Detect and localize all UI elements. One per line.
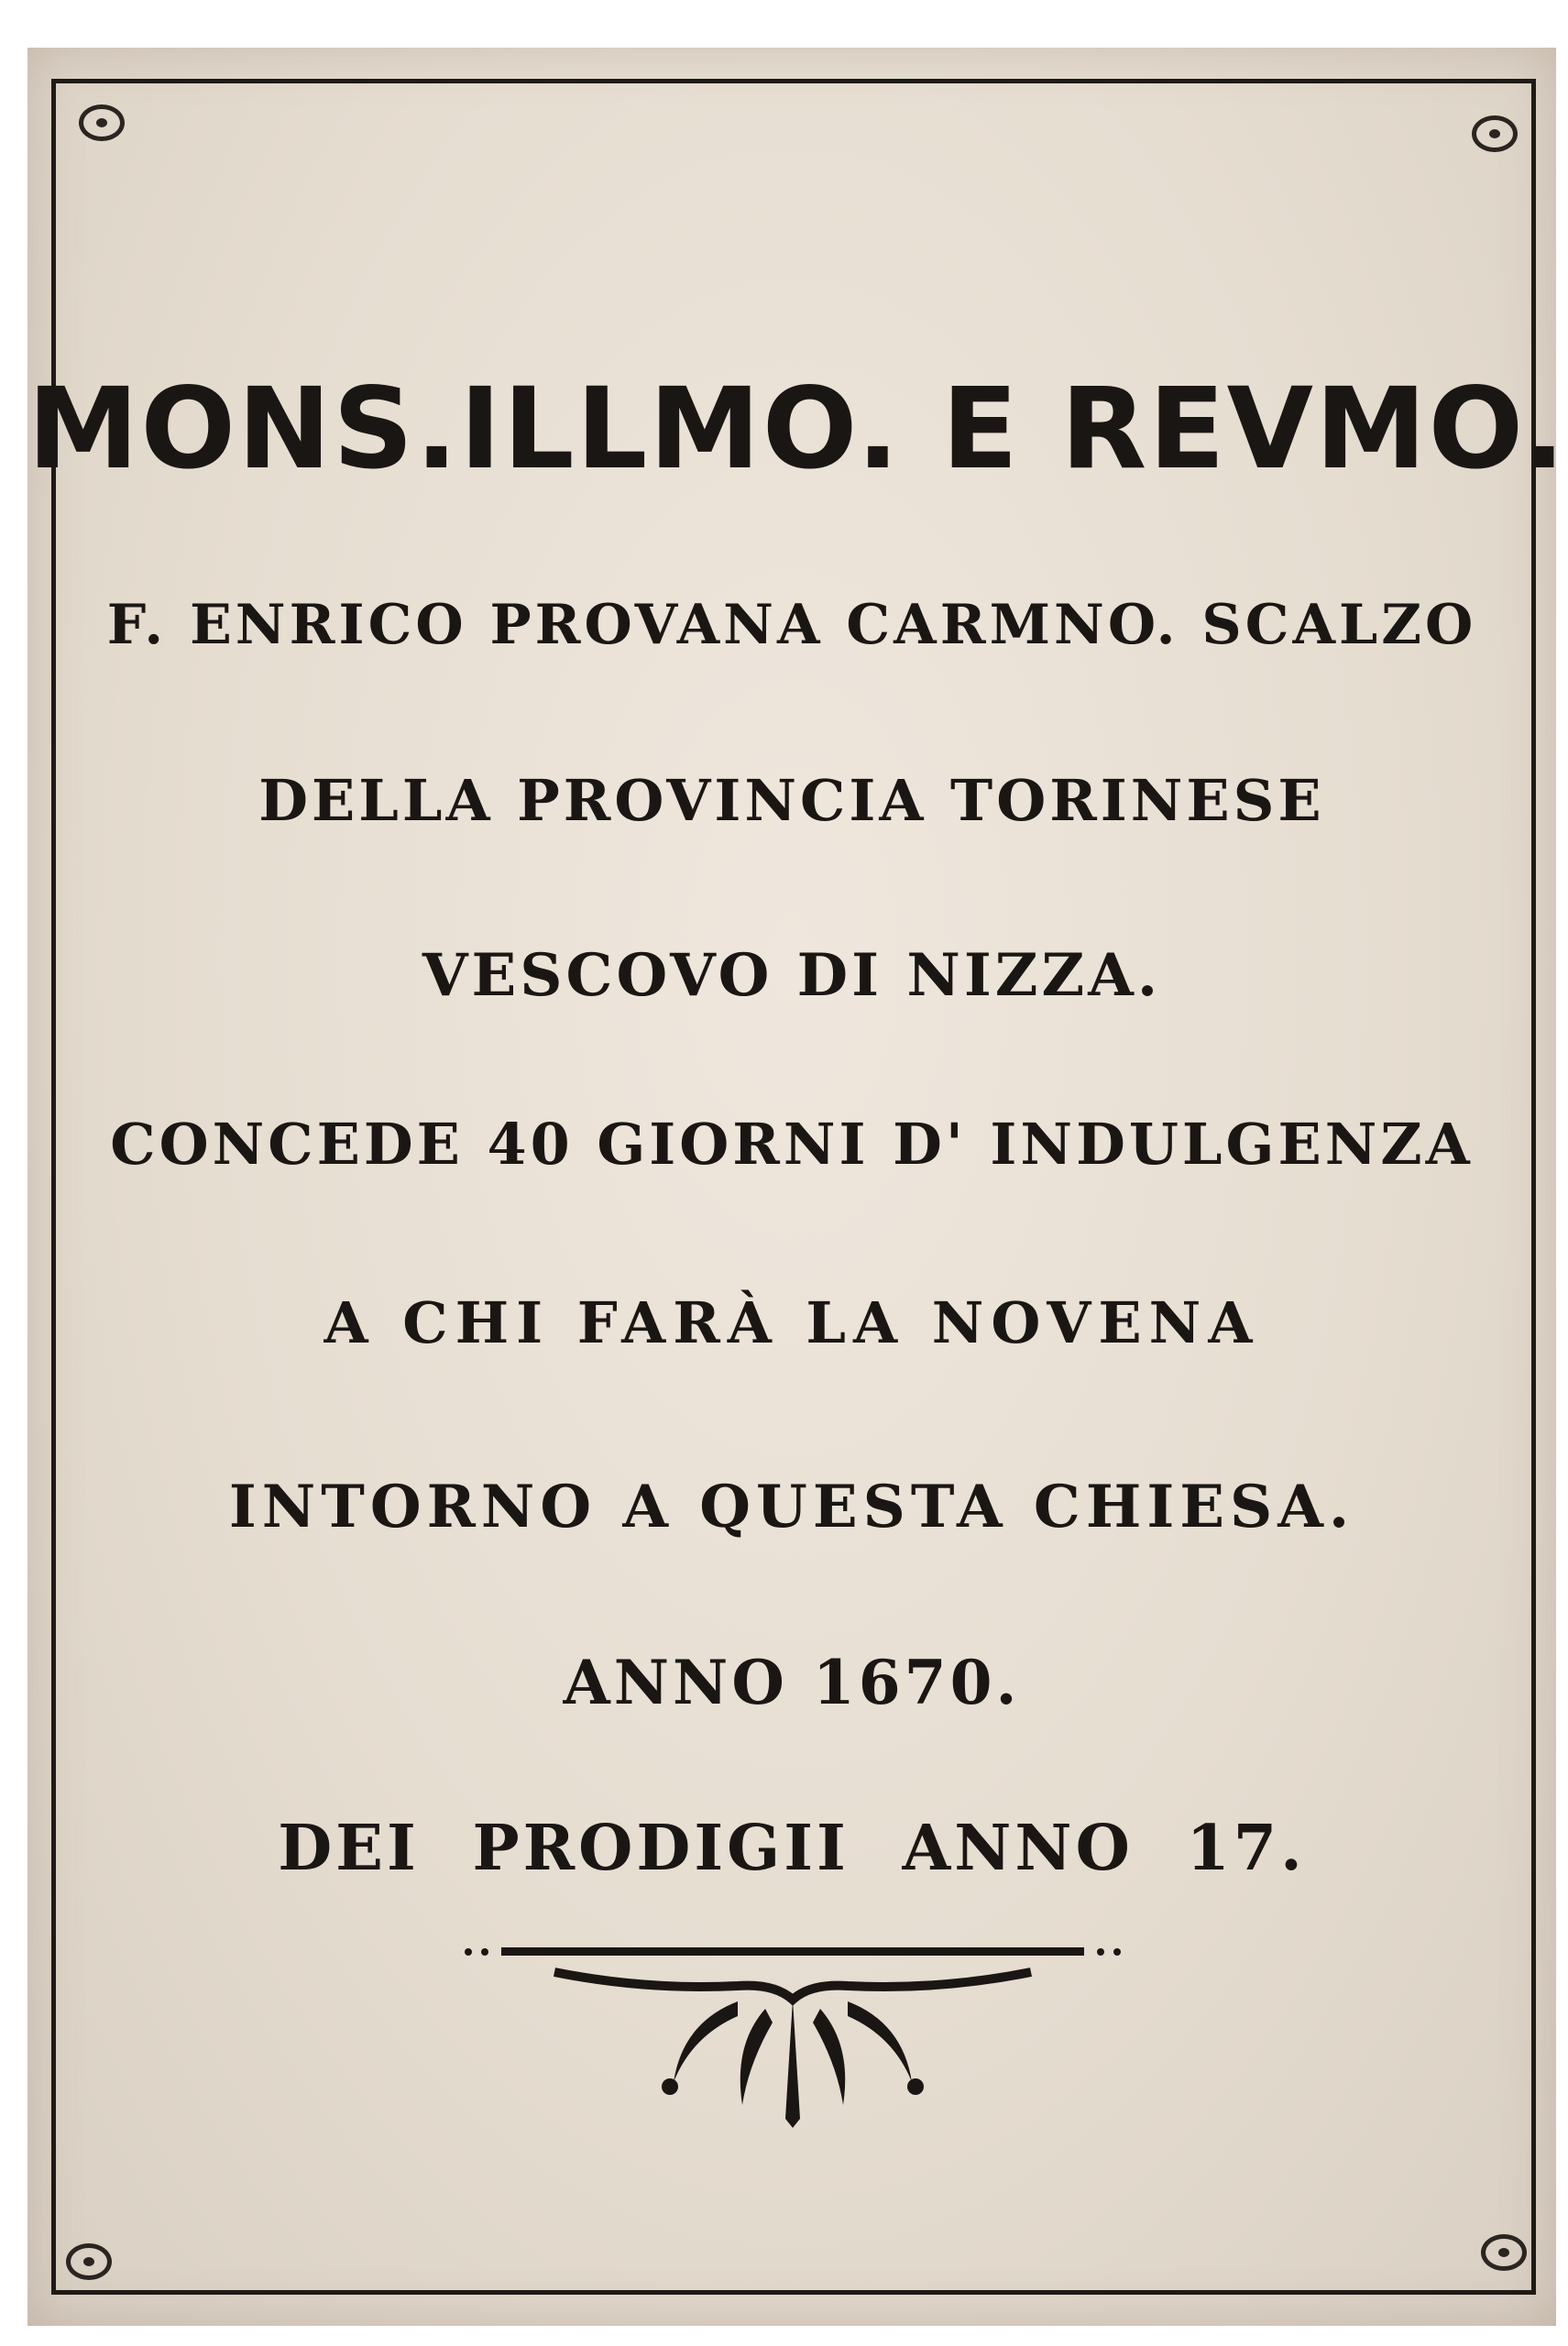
scroll-flourish-icon — [463, 1935, 1123, 2137]
screw-icon — [79, 104, 125, 141]
screw-icon — [1481, 2234, 1527, 2271]
inscription-line-9: DEI PRODIGII ANNO 17. — [278, 1812, 1306, 1885]
inscription-line-3: DELLA PROVINCIA TORINESE — [258, 767, 1325, 834]
inscription-line-4: VESCOVO DI NIZZA. — [422, 941, 1162, 1010]
screw-icon — [66, 2243, 112, 2280]
inscription-line-1: MONS.ILLMO. E REVMO. — [27, 364, 1567, 494]
inscription-line-7: INTORNO A QUESTA CHIESA. — [228, 1473, 1355, 1541]
memorial-plaque — [27, 48, 1567, 2326]
screw-icon — [1472, 115, 1518, 152]
inscription-line-5: CONCEDE 40 GIORNI D' INDULGENZA — [110, 1111, 1474, 1178]
inscription-line-6: A CHI FARÀ LA NOVENA — [323, 1289, 1260, 1356]
inscription-line-8: ANNO 1670. — [563, 1647, 1021, 1718]
inscription-line-2: F. ENRICO PROVANA CARMNO. SCALZO — [106, 593, 1477, 657]
